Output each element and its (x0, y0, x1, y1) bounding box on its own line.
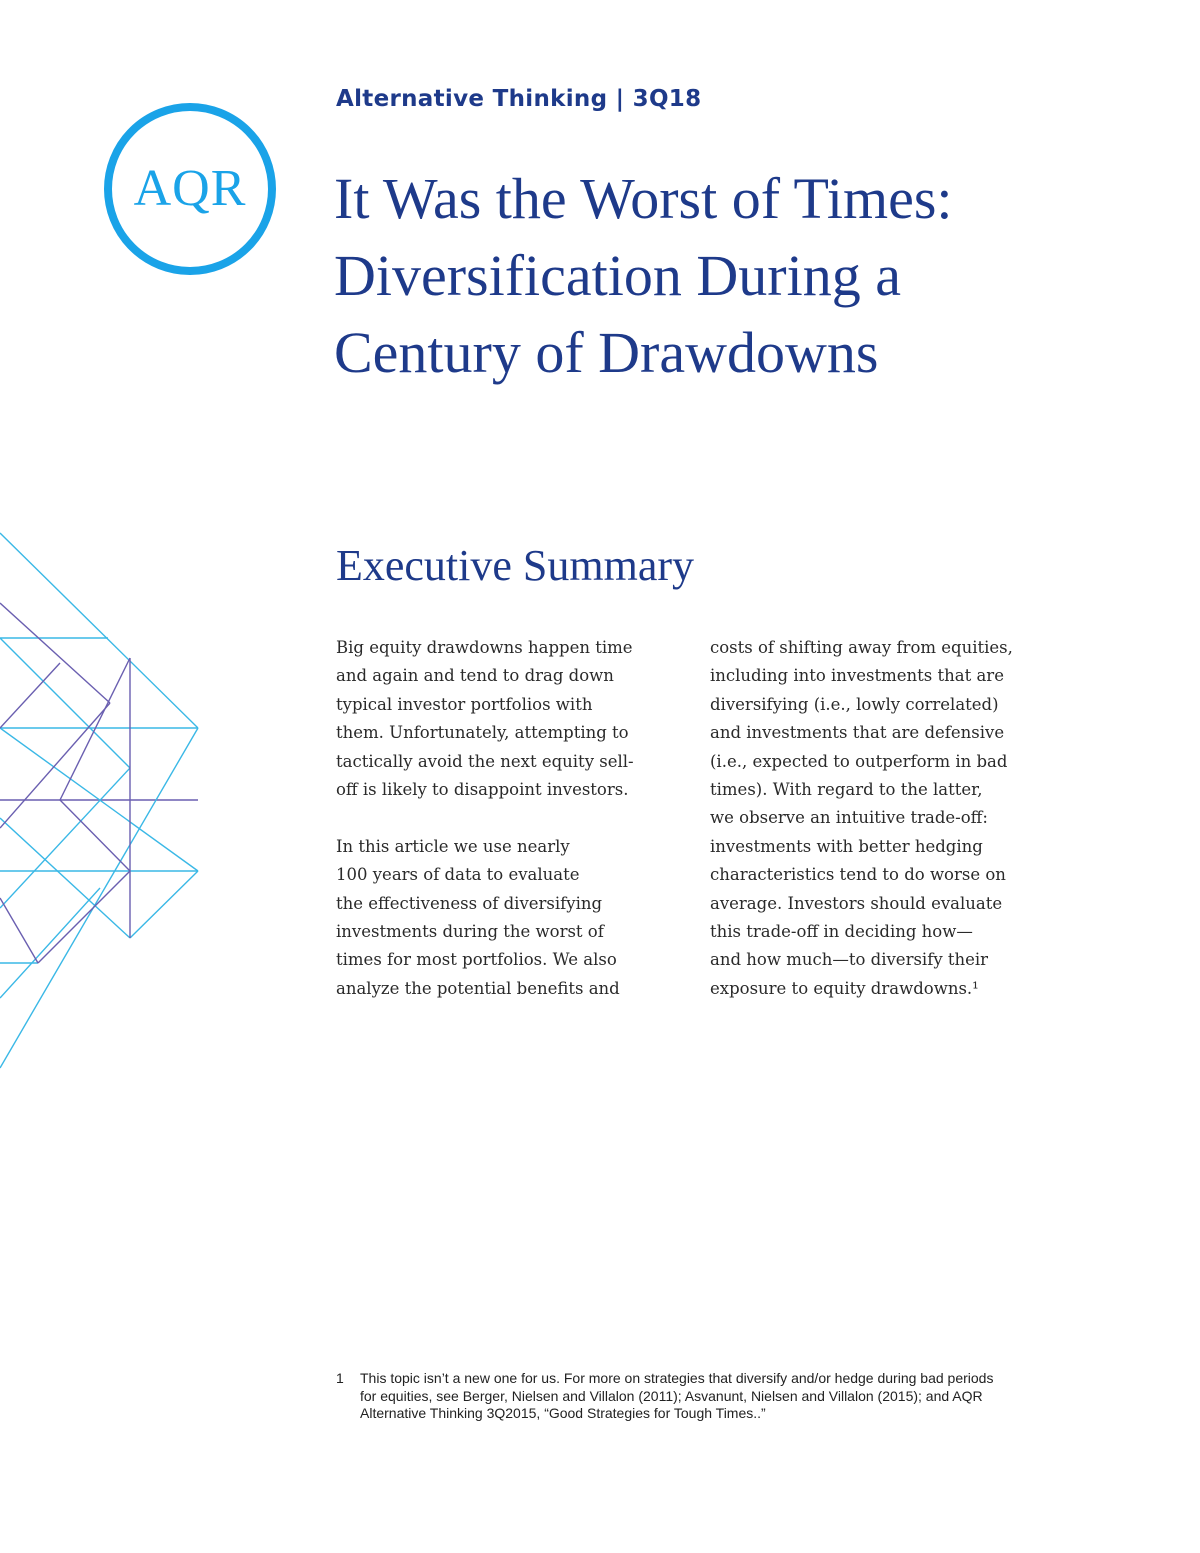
decorative-pattern (0, 528, 205, 1073)
text-line: times for most portfolios. We also (336, 950, 617, 970)
text-line: this trade-off in deciding how— (710, 922, 973, 942)
title-line: Century of Drawdowns (334, 320, 879, 385)
body-column-left (336, 634, 686, 1003)
text-line: average. Investors should evaluate (710, 893, 1003, 913)
text-line: 100 years of data to evaluate (336, 865, 580, 885)
text-line: analyze the potential benefits and (336, 978, 620, 998)
text-line: investments during the worst of (336, 922, 604, 942)
paragraph (710, 634, 1060, 1003)
text-line: and how much—to diversify their (710, 950, 989, 970)
text-line: we observe an intuitive trade-off: (710, 808, 988, 828)
aqr-logo (102, 101, 278, 277)
text-line: tactically avoid the next equity sell- (336, 751, 634, 771)
text-line: Big equity drawdowns happen time (336, 638, 633, 657)
text-line: exposure to equity drawdowns.¹ (710, 978, 979, 998)
series-label: Alternative Thinking | 3Q18 (336, 86, 702, 112)
text-line: typical investor portfolios with (336, 694, 593, 714)
text-line: and investments that are defensive (710, 723, 1005, 743)
text-line: off is likely to disappoint investors. (336, 780, 629, 800)
paragraph (336, 833, 686, 1003)
title-line: It Was the Worst of Times: (334, 166, 953, 231)
footnote-number: 1 (336, 1370, 344, 1386)
title-line: Diversification During a (334, 243, 901, 308)
text-line: times). With regard to the latter, (710, 780, 983, 800)
text-line: In this article we use nearly (336, 836, 570, 856)
paragraph (336, 634, 686, 804)
text-line: the effectiveness of diversifying (336, 893, 603, 913)
text-line: and again and tend to drag down (336, 666, 614, 686)
text-line: (i.e., expected to outperform in bad (710, 751, 1008, 771)
text-line: diversifying (i.e., lowly correlated) (710, 694, 999, 714)
footnote-text (360, 1370, 993, 1423)
text-line: characteristics tend to do worse on (710, 865, 1006, 885)
text-line: them. Unfortunately, attempting to (336, 723, 629, 743)
logo-text: AQR (133, 160, 247, 217)
footnote-line: for equities, see Berger, Nielsen and Villalon (2011); Asvanunt, Nielsen and Villalon (2015); and AQR (360, 1387, 983, 1404)
section-heading: Executive Summary (336, 541, 695, 590)
footnote-line: Alternative Thinking 3Q2015, “Good Strategies for Tough Times..” (360, 1405, 766, 1421)
page-title (334, 160, 1154, 391)
text-line: investments with better hedging (710, 836, 983, 856)
body-column-right (710, 634, 1060, 1003)
text-line: costs of shifting away from equities, (710, 638, 1013, 657)
footnote-line: This topic isn’t a new one for us. For more on strategies that diversify and/or hedge during bad periods (360, 1370, 994, 1386)
text-line: including into investments that are (710, 666, 1004, 686)
